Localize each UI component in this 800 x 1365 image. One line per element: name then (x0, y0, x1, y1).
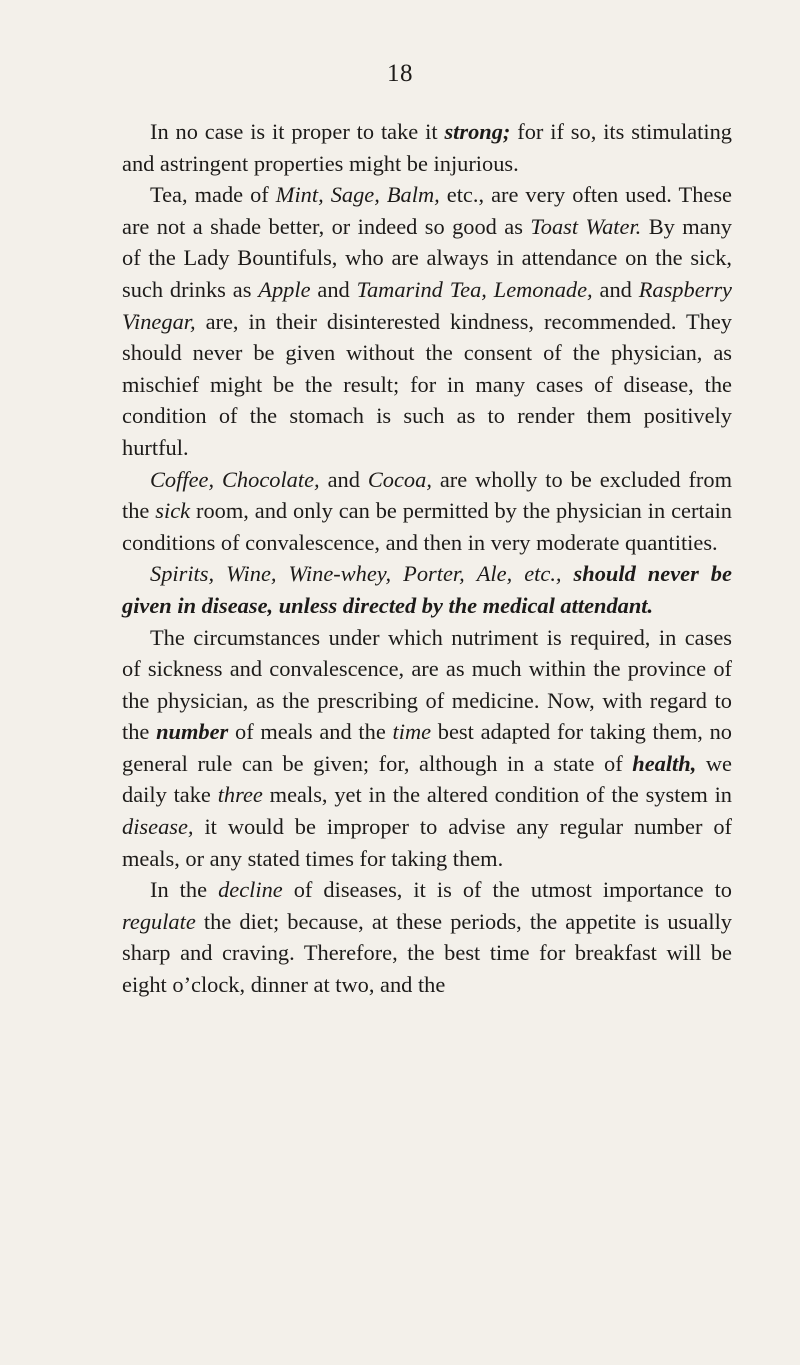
text-run: By many of the Lady Bountifuls, who are always in attendance on the sick, such drinks as (122, 213, 732, 302)
paragraph (122, 464, 732, 559)
italic-text: disease, (122, 814, 194, 840)
bold-italic-text: health, (632, 750, 697, 776)
italic-text: sick (155, 498, 191, 524)
italic-text: Chocolate, (222, 466, 320, 492)
text-run: Tea, made of (150, 182, 276, 208)
text-run: In no case is it proper to take it (150, 119, 445, 144)
text-run (487, 277, 494, 302)
text-run: The circumstances under which nutriment is required, in cases of sickness and convalescence, are as much within the province of the physician, as the prescribing of medicine. Now, with regard to the (122, 624, 732, 745)
italic-text: decline (218, 877, 283, 903)
body-text (122, 116, 732, 1001)
text-run (562, 561, 574, 586)
text-run: for if so, its stimulating and astringent properties might be injurious. (122, 119, 732, 176)
text-run: In the (150, 877, 219, 903)
italic-text: Sage, (330, 182, 380, 208)
italic-text: Raspberry Vinegar, (122, 276, 732, 334)
text-run: of diseases, it is of the utmost importance to (282, 877, 733, 903)
italic-text: time (392, 719, 432, 745)
italic-text: etc., (524, 561, 562, 587)
italic-text: Wine, (226, 561, 277, 587)
text-run (324, 182, 331, 207)
text-run: and (319, 466, 368, 492)
italic-text: Apple (258, 276, 311, 302)
text-run (214, 467, 222, 492)
italic-text: Spirits, (150, 561, 215, 587)
italic-text: regulate (122, 908, 196, 934)
paragraph (122, 874, 732, 1000)
text-run: etc., are very often used. These are not a shade better, or indeed so good as (122, 182, 732, 239)
page-number: 18 (387, 60, 413, 87)
italic-text: Balm, (386, 182, 440, 208)
text-run: it would be improper to advise any regular number of meals, or any stated times for taking them. (122, 814, 732, 871)
bold-italic-text: strong; (444, 119, 511, 144)
text-run (380, 182, 387, 207)
text-run (214, 561, 226, 586)
italic-text: Toast Water. (530, 213, 642, 239)
text-run: the diet; because, at these periods, the appetite is usually sharp and craving. Therefore, the best time for breakfast will be eight o’clock, dinner at two, and the (122, 908, 732, 998)
text-run: are, in their disinterested kindness, recommended. They should never be given without the consent of the physician, as mischief might be the result; for in many cases of disease, the condition of the stomach is such as to render them positively hurtful. (122, 308, 732, 460)
text-run (465, 561, 477, 586)
text-run: room, and only can be permitted by the physician in certain conditions of convalescence, and then in very moderate quantities. (122, 498, 733, 555)
bold-italic-text: number (156, 719, 229, 745)
italic-text: Lemonade, (493, 276, 593, 302)
text-run: and (310, 276, 357, 302)
text-run: and (592, 276, 639, 302)
italic-text: Porter, (403, 561, 465, 587)
paragraph (122, 622, 732, 875)
italic-text: Wine-whey, (288, 561, 392, 587)
italic-text: Mint, (275, 182, 324, 208)
italic-text: three (217, 782, 263, 808)
italic-text: Tamarind Tea, (356, 276, 487, 302)
text-run: are wholly to be excluded from the (122, 466, 732, 524)
text-run (391, 561, 403, 586)
paragraph (122, 179, 732, 463)
text-run: of meals and the (228, 719, 393, 745)
italic-text: Ale, (476, 561, 513, 587)
paragraph (122, 116, 732, 179)
text-run (512, 561, 524, 586)
text-run: meals, yet in the altered condition of the system in (262, 782, 733, 808)
paragraph (122, 558, 732, 621)
text-run (276, 561, 288, 586)
italic-text: Cocoa, (367, 466, 432, 492)
text-run: we daily take (122, 750, 732, 808)
italic-text: Coffee, (150, 466, 215, 492)
bold-italic-text: should never be given in disease, unless directed by the medical attendant. (122, 561, 732, 618)
text-run: best adapted for taking them, no general rule can be given; for, although in a state of (122, 719, 732, 776)
